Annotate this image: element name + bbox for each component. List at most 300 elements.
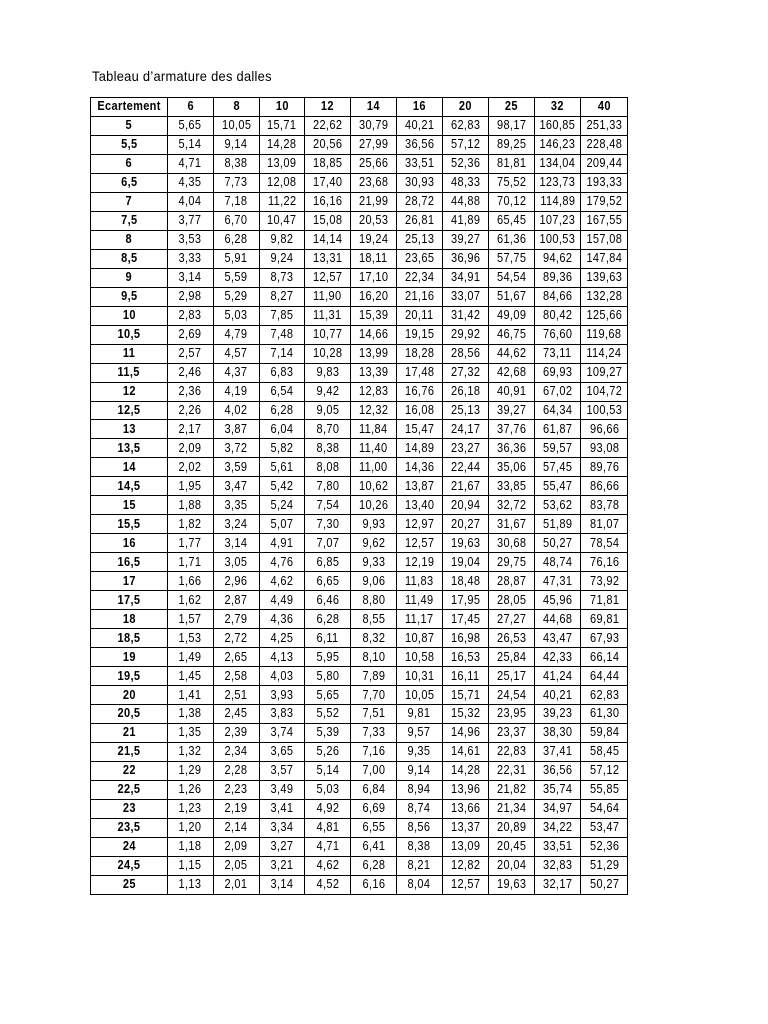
table-cell	[581, 496, 628, 515]
table-row	[91, 837, 628, 856]
row-spacing-cell	[91, 875, 168, 894]
table-cell	[351, 477, 397, 496]
cell-value: 167,55	[586, 213, 623, 228]
cell-value: 8,32	[362, 630, 386, 645]
table-cell	[213, 818, 260, 837]
table-cell	[534, 515, 581, 534]
table-cell	[304, 192, 351, 211]
cell-value: 65,45	[496, 213, 527, 228]
table-cell	[304, 875, 351, 894]
cell-value: 1,20	[178, 820, 202, 835]
cell-value: 3,34	[270, 820, 294, 835]
row-spacing-cell	[91, 818, 168, 837]
cell-value: 83,78	[589, 497, 619, 512]
cell-value: 32,72	[496, 497, 527, 512]
row-spacing-cell	[91, 761, 168, 780]
table-cell	[534, 230, 581, 249]
cell-value: 3,27	[270, 839, 294, 854]
cell-value: 30,68	[496, 535, 527, 550]
table-cell	[304, 306, 351, 325]
table-row	[91, 686, 628, 705]
cell-value: 6,41	[362, 839, 386, 854]
table-cell	[168, 572, 214, 591]
cell-value: 26,18	[450, 384, 480, 399]
table-cell	[213, 230, 260, 249]
table-cell	[581, 439, 628, 458]
table-cell	[260, 363, 305, 382]
cell-value: 19,04	[450, 554, 480, 569]
cell-value: 51,67	[496, 289, 527, 304]
cell-value: 2,45	[224, 706, 248, 721]
cell-value: 14,5	[117, 478, 141, 493]
table-cell	[351, 799, 397, 818]
cell-value: 7,07	[316, 535, 339, 550]
cell-value: 5,03	[224, 308, 248, 323]
table-cell	[442, 401, 489, 420]
table-cell	[351, 534, 397, 553]
table-cell	[581, 761, 628, 780]
row-spacing-cell	[91, 363, 168, 382]
table-row	[91, 629, 628, 648]
table-cell	[168, 742, 214, 761]
cell-value: 13,40	[404, 497, 434, 512]
table-cell	[396, 648, 442, 667]
cell-value: 1,77	[178, 535, 202, 550]
row-spacing-cell	[91, 648, 168, 667]
cell-value: 114,89	[540, 194, 576, 209]
table-cell	[534, 648, 581, 667]
table-cell	[260, 818, 305, 837]
table-cell	[489, 534, 535, 553]
table-cell	[168, 211, 214, 230]
table-row	[91, 116, 628, 135]
cell-value: 7,89	[362, 668, 386, 683]
table-cell	[213, 553, 260, 572]
table-cell	[581, 211, 628, 230]
table-cell	[581, 363, 628, 382]
table-cell	[442, 667, 489, 686]
table-cell	[489, 458, 535, 477]
cell-value: 5,52	[316, 706, 339, 721]
cell-value: 123,73	[539, 175, 576, 190]
cell-value: 1,66	[178, 573, 202, 588]
cell-value: 33,51	[404, 156, 434, 171]
table-cell	[442, 648, 489, 667]
cell-value: 34,97	[542, 801, 573, 816]
cell-value: 8	[125, 232, 133, 247]
table-cell	[304, 686, 351, 705]
table-cell	[489, 515, 535, 534]
cell-value: 62,83	[589, 687, 619, 702]
table-cell	[304, 249, 351, 268]
cell-value: 7,5	[120, 213, 138, 228]
header-diameter	[396, 98, 442, 117]
cell-value: 5,39	[316, 725, 339, 740]
table-row	[91, 401, 628, 420]
table-cell	[351, 230, 397, 249]
cell-value: 16,53	[450, 649, 480, 664]
table-cell	[213, 761, 260, 780]
cell-value: 6,04	[270, 421, 294, 436]
cell-value: 46,75	[496, 327, 527, 342]
table-cell	[489, 761, 535, 780]
cell-value: 11,83	[405, 573, 434, 588]
table-cell	[260, 742, 305, 761]
cell-value: 5,14	[316, 763, 339, 778]
cell-value: 57,12	[450, 137, 480, 152]
cell-value: 34,91	[450, 270, 480, 285]
cell-value: 1,29	[178, 763, 202, 778]
table-cell	[304, 401, 351, 420]
table-cell	[260, 875, 305, 894]
table-cell	[260, 192, 305, 211]
table-cell	[213, 325, 260, 344]
table-cell	[396, 856, 442, 875]
table-cell	[304, 591, 351, 610]
cell-value: 28,87	[496, 573, 527, 588]
table-cell	[260, 287, 305, 306]
table-cell	[396, 705, 442, 724]
row-spacing-cell	[91, 192, 168, 211]
row-spacing-cell	[91, 135, 168, 154]
cell-value: 25,13	[450, 402, 480, 417]
cell-value: 8,38	[407, 839, 431, 854]
row-spacing-cell	[91, 458, 168, 477]
table-cell	[351, 306, 397, 325]
table-cell	[213, 780, 260, 799]
table-cell	[351, 458, 397, 477]
cell-value: 12	[122, 384, 136, 399]
cell-value: 4,76	[270, 554, 294, 569]
table-cell	[396, 268, 442, 287]
cell-value: 20,89	[496, 820, 527, 835]
cell-value: 5,91	[224, 251, 248, 266]
table-cell	[396, 686, 442, 705]
cell-value: 11,22	[267, 194, 297, 209]
cell-value: 9,93	[362, 516, 386, 531]
cell-value: 7,70	[362, 687, 386, 702]
table-cell	[213, 799, 260, 818]
cell-value: 28,05	[496, 592, 527, 607]
table-row	[91, 742, 628, 761]
table-cell	[396, 515, 442, 534]
table-cell	[489, 477, 535, 496]
cell-value: 2,39	[224, 725, 248, 740]
cell-value: 251,33	[586, 118, 623, 133]
row-spacing-cell	[91, 249, 168, 268]
cell-value: 48,33	[450, 175, 480, 190]
table-cell	[213, 135, 260, 154]
cell-value: 22,62	[312, 118, 343, 133]
table-cell	[260, 135, 305, 154]
cell-value: 14,28	[450, 763, 480, 778]
table-cell	[581, 306, 628, 325]
table-cell	[396, 629, 442, 648]
cell-value: 2,36	[178, 384, 202, 399]
cell-value: 4,37	[224, 365, 248, 380]
cell-value: 10,05	[221, 118, 252, 133]
cell-value: 2,05	[224, 858, 248, 873]
cell-value: 16,5	[117, 554, 141, 569]
table-cell	[304, 572, 351, 591]
table-cell	[489, 173, 535, 192]
table-cell	[581, 325, 628, 344]
table-cell	[534, 496, 581, 515]
table-cell	[304, 230, 351, 249]
cell-value: 36,96	[450, 251, 480, 266]
table-cell	[581, 382, 628, 401]
table-cell	[396, 496, 442, 515]
header-diameter	[534, 98, 581, 117]
table-row	[91, 856, 628, 875]
table-body	[91, 116, 628, 894]
table-cell	[304, 420, 351, 439]
cell-value: 23,37	[496, 725, 527, 740]
reinforcement-table	[90, 97, 628, 895]
cell-value: 10,5	[117, 327, 141, 342]
cell-value: 8,55	[362, 611, 386, 626]
cell-value: 70,12	[496, 194, 527, 209]
table-cell	[442, 268, 489, 287]
cell-value: 8,80	[362, 592, 386, 607]
cell-value: 39,23	[542, 706, 573, 721]
table-row	[91, 553, 628, 572]
cell-value: 3,21	[270, 858, 294, 873]
table-cell	[213, 629, 260, 648]
table-cell	[489, 249, 535, 268]
header-diameter	[581, 98, 628, 117]
cell-value: 26,81	[404, 213, 434, 228]
cell-value: 18,48	[450, 573, 480, 588]
cell-value: 8,38	[224, 156, 248, 171]
cell-value: 23,65	[404, 251, 434, 266]
cell-value: 9,57	[407, 725, 431, 740]
cell-value: 40,91	[496, 384, 527, 399]
table-cell	[581, 477, 628, 496]
table-cell	[534, 629, 581, 648]
cell-value: 23,5	[117, 820, 141, 835]
table-cell	[168, 515, 214, 534]
table-row	[91, 496, 628, 515]
table-cell	[168, 799, 214, 818]
table-cell	[351, 268, 397, 287]
cell-value: 6,46	[316, 592, 339, 607]
header-label: 32	[551, 99, 565, 114]
table-cell	[168, 780, 214, 799]
table-cell	[213, 610, 260, 629]
table-cell	[442, 818, 489, 837]
cell-value: 15,39	[359, 308, 389, 323]
cell-value: 48,74	[542, 554, 573, 569]
table-cell	[442, 230, 489, 249]
table-row	[91, 705, 628, 724]
table-cell	[489, 363, 535, 382]
cell-value: 31,42	[450, 308, 480, 323]
table-cell	[351, 856, 397, 875]
cell-value: 2,57	[178, 346, 202, 361]
cell-value: 50,27	[542, 535, 573, 550]
header-label: 20	[458, 99, 472, 114]
cell-value: 16,08	[404, 402, 434, 417]
table-cell	[304, 553, 351, 572]
cell-value: 21,34	[496, 801, 527, 816]
table-cell	[304, 135, 351, 154]
table-cell	[168, 686, 214, 705]
cell-value: 69,81	[589, 611, 619, 626]
table-cell	[581, 515, 628, 534]
cell-value: 18,11	[359, 251, 388, 266]
table-cell	[534, 799, 581, 818]
cell-value: 1,62	[178, 592, 202, 607]
cell-value: 6,28	[224, 232, 248, 247]
table-row	[91, 610, 628, 629]
table-cell	[442, 287, 489, 306]
cell-value: 2,51	[224, 687, 248, 702]
table-cell	[260, 211, 305, 230]
cell-value: 1,57	[178, 611, 202, 626]
table-cell	[581, 837, 628, 856]
cell-value: 11,40	[359, 440, 388, 455]
table-cell	[213, 363, 260, 382]
row-spacing-cell	[91, 420, 168, 439]
table-row	[91, 192, 628, 211]
cell-value: 157,08	[586, 232, 623, 247]
cell-value: 2,69	[178, 327, 202, 342]
cell-value: 13,09	[267, 156, 297, 171]
row-spacing-cell	[91, 515, 168, 534]
cell-value: 6,16	[362, 877, 386, 892]
table-cell	[534, 458, 581, 477]
cell-value: 44,68	[542, 611, 573, 626]
cell-value: 5,26	[316, 744, 339, 759]
table-cell	[260, 173, 305, 192]
cell-value: 22,83	[496, 744, 527, 759]
table-cell	[260, 648, 305, 667]
table-cell	[396, 116, 442, 135]
cell-value: 94,62	[542, 251, 573, 266]
cell-value: 98,17	[496, 118, 527, 133]
cell-value: 2,65	[224, 649, 248, 664]
table-cell	[489, 572, 535, 591]
table-cell	[168, 818, 214, 837]
table-cell	[168, 553, 214, 572]
table-cell	[304, 667, 351, 686]
table-cell	[351, 287, 397, 306]
cell-value: 9,62	[362, 535, 386, 550]
cell-value: 15,5	[117, 516, 141, 531]
cell-value: 14,61	[450, 744, 480, 759]
cell-value: 2,02	[178, 459, 202, 474]
table-cell	[213, 723, 260, 742]
row-spacing-cell	[91, 723, 168, 742]
table-row	[91, 344, 628, 363]
table-cell	[260, 572, 305, 591]
header-label: 8	[233, 99, 240, 114]
cell-value: 73,11	[543, 346, 572, 361]
table-cell	[168, 192, 214, 211]
row-spacing-cell	[91, 534, 168, 553]
table-cell	[213, 875, 260, 894]
cell-value: 8,04	[407, 877, 431, 892]
table-cell	[396, 135, 442, 154]
cell-value: 132,28	[586, 289, 623, 304]
table-cell	[396, 761, 442, 780]
header-label: 40	[597, 99, 611, 114]
table-cell	[489, 116, 535, 135]
cell-value: 12,82	[450, 858, 480, 873]
table-cell	[396, 211, 442, 230]
table-cell	[396, 249, 442, 268]
cell-value: 1,88	[178, 497, 202, 512]
cell-value: 61,87	[542, 421, 573, 436]
cell-value: 9,14	[224, 137, 248, 152]
cell-value: 22,44	[450, 459, 480, 474]
row-spacing-cell	[91, 477, 168, 496]
table-cell	[260, 515, 305, 534]
table-cell	[442, 610, 489, 629]
cell-value: 9,35	[407, 744, 431, 759]
table-cell	[351, 705, 397, 724]
cell-value: 13,99	[359, 346, 389, 361]
cell-value: 36,56	[542, 763, 573, 778]
table-cell	[581, 173, 628, 192]
table-cell	[489, 344, 535, 363]
cell-value: 19,15	[404, 327, 434, 342]
cell-value: 41,24	[542, 668, 573, 683]
table-cell	[534, 420, 581, 439]
cell-value: 7,51	[362, 706, 386, 721]
cell-value: 10,62	[359, 478, 389, 493]
cell-value: 7,48	[270, 327, 294, 342]
cell-value: 51,89	[542, 516, 573, 531]
table-cell	[489, 856, 535, 875]
header-label: 25	[504, 99, 518, 114]
table-cell	[581, 856, 628, 875]
cell-value: 3,24	[224, 516, 248, 531]
cell-value: 6,55	[362, 820, 386, 835]
table-cell	[260, 667, 305, 686]
table-row	[91, 458, 628, 477]
table-cell	[213, 477, 260, 496]
cell-value: 89,76	[589, 459, 619, 474]
table-cell	[581, 420, 628, 439]
table-cell	[489, 686, 535, 705]
table-cell	[213, 211, 260, 230]
table-cell	[260, 268, 305, 287]
cell-value: 3,57	[270, 763, 294, 778]
cell-value: 4,62	[316, 858, 339, 873]
cell-value: 5,14	[178, 137, 202, 152]
cell-value: 15,71	[450, 687, 480, 702]
table-row	[91, 761, 628, 780]
cell-value: 23,68	[359, 175, 389, 190]
cell-value: 4,04	[178, 194, 202, 209]
header-diameter	[304, 98, 351, 117]
table-cell	[396, 382, 442, 401]
cell-value: 5,80	[316, 668, 339, 683]
table-cell	[534, 686, 581, 705]
table-cell	[304, 211, 351, 230]
cell-value: 80,42	[542, 308, 573, 323]
cell-value: 12,19	[404, 554, 434, 569]
cell-value: 12,57	[450, 877, 480, 892]
table-cell	[534, 667, 581, 686]
table-cell	[442, 173, 489, 192]
row-spacing-cell	[91, 629, 168, 648]
table-cell	[213, 173, 260, 192]
cell-value: 9,14	[407, 763, 431, 778]
cell-value: 17,48	[404, 365, 434, 380]
